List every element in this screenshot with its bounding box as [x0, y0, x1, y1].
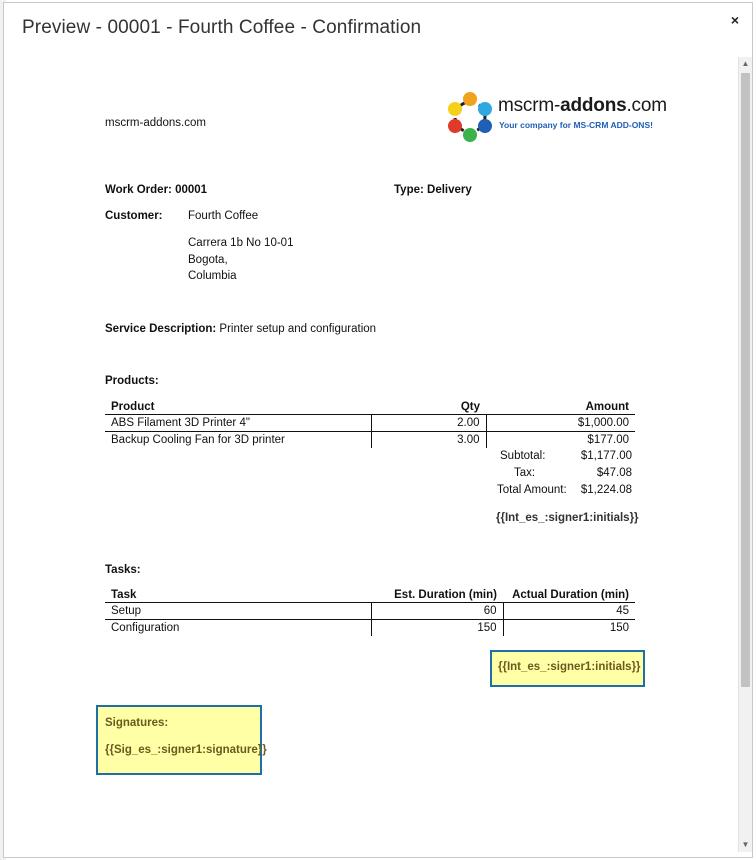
- logo-wordmark: mscrm-addons.com: [498, 95, 667, 116]
- subtotal-label: Subtotal:: [500, 450, 546, 462]
- service-value: Printer setup and configuration: [219, 323, 377, 335]
- task-name: Setup: [105, 603, 371, 620]
- products-col-product: Product: [105, 400, 371, 415]
- tasks-col-actual: Actual Duration (min): [503, 588, 635, 603]
- document-viewport[interactable]: [12, 57, 734, 852]
- address-line-1: Carrera 1b No 10-01: [188, 237, 294, 249]
- tasks-col-est: Est. Duration (min): [371, 588, 503, 603]
- logo-mark-icon: [444, 89, 496, 145]
- scrollbar-thumb[interactable]: [741, 73, 750, 687]
- dialog-title: Preview - 00001 - Fourth Coffee - Confirmation: [22, 17, 422, 38]
- table-row: [105, 603, 635, 620]
- logo-tagline: Your company for MS-CRM ADD-ONS!: [499, 120, 653, 130]
- type-value: Delivery: [427, 184, 472, 196]
- scroll-up-icon[interactable]: ▲: [741, 59, 750, 68]
- products-heading: Products:: [105, 375, 159, 387]
- product-amount: $1,000.00: [486, 415, 635, 432]
- total-label: Total Amount:: [497, 484, 567, 496]
- tasks-table: [105, 588, 635, 636]
- tax-value: $47.08: [596, 467, 632, 479]
- company-logo: [444, 89, 689, 145]
- subtotal-value: $1,177.00: [580, 450, 632, 462]
- vertical-scrollbar[interactable]: [738, 57, 752, 852]
- products-col-qty: Qty: [371, 400, 486, 415]
- tasks-heading: Tasks:: [105, 564, 141, 576]
- customer-label: Customer:: [105, 210, 163, 222]
- signature-field[interactable]: [96, 705, 267, 775]
- task-est: 150: [371, 620, 503, 637]
- task-actual: 150: [609, 622, 629, 634]
- products-col-amount: Amount: [486, 400, 635, 415]
- type-label: Type: Delivery: [394, 184, 472, 196]
- scroll-down-icon[interactable]: ▼: [741, 840, 750, 849]
- table-row: [105, 620, 635, 637]
- product-qty: 2.00: [371, 415, 486, 432]
- task-name: Configuration: [105, 620, 371, 637]
- total-value: $1,224.08: [580, 484, 632, 496]
- address-line-3: Columbia: [188, 270, 237, 282]
- product-name: Backup Cooling Fan for 3D printer: [105, 432, 371, 449]
- product-qty: 3.00: [371, 432, 486, 449]
- table-row: [105, 415, 635, 432]
- product-name: ABS Filament 3D Printer 4": [105, 415, 371, 432]
- close-icon[interactable]: ×: [730, 12, 740, 28]
- work-order-number: 00001: [175, 184, 208, 196]
- product-amount: $177.00: [587, 434, 629, 446]
- products-initials-tag: {{Int_es_:signer1:initials}}: [496, 512, 639, 524]
- service-description: Service Description: Printer setup and configuration: [105, 323, 377, 335]
- signature-tag: {{Sig_es_:signer1:signature}}: [105, 744, 267, 756]
- company-name: mscrm-addons.com: [105, 117, 206, 129]
- address-line-2: Bogota,: [188, 254, 228, 266]
- products-table: [105, 400, 635, 448]
- tasks-initials-field[interactable]: [490, 650, 645, 687]
- work-order-label: Work Order: 00001: [105, 184, 208, 196]
- tasks-col-task: Task: [105, 588, 371, 603]
- signatures-heading: Signatures:: [105, 717, 169, 729]
- table-row: [105, 432, 635, 449]
- task-est: 60: [371, 603, 503, 620]
- tasks-initials-tag: {{Int_es_:signer1:initials}}: [498, 661, 641, 673]
- customer-name: Fourth Coffee: [188, 210, 259, 222]
- task-actual: 45: [503, 603, 635, 620]
- tax-label: Tax:: [514, 467, 536, 479]
